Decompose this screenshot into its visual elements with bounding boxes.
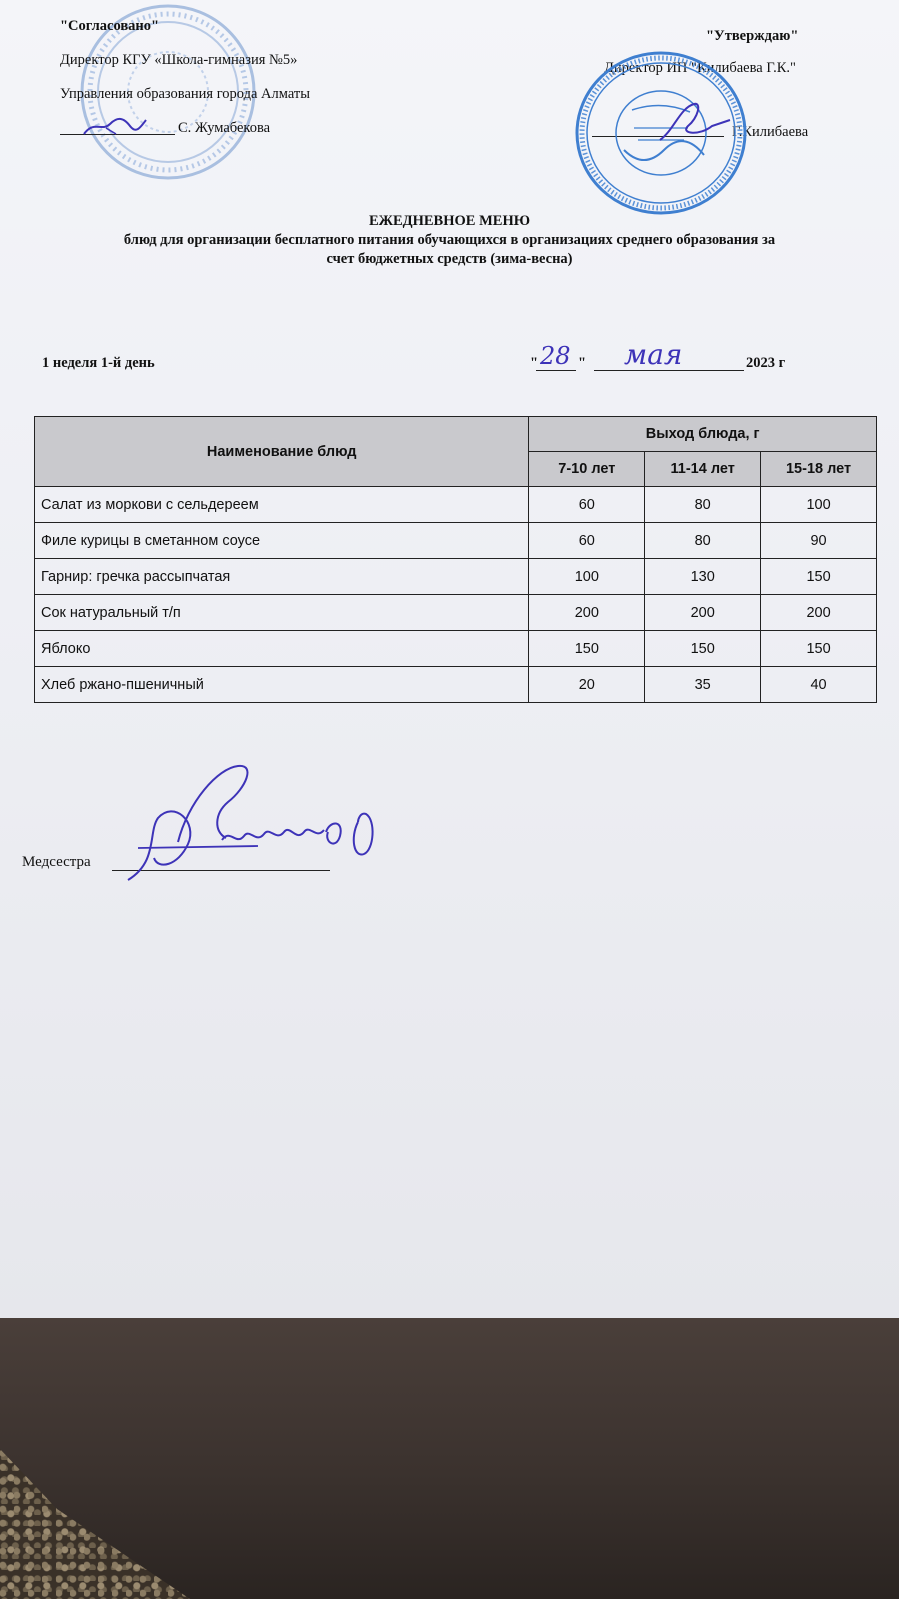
portion-cell: 150 xyxy=(761,631,877,667)
table-row xyxy=(35,595,877,631)
date-day-handwritten: 28 xyxy=(540,342,571,370)
column-header-age: 11-14 лет xyxy=(645,452,761,487)
carpet-corner xyxy=(0,1449,190,1599)
portion-cell: 60 xyxy=(529,487,645,523)
table-row xyxy=(35,631,877,667)
title-line3: счет бюджетных средств (зима-весна) xyxy=(326,251,573,267)
date-month-handwritten: мая xyxy=(624,338,683,371)
portion-cell: 100 xyxy=(761,487,877,523)
portion-cell: 80 xyxy=(645,487,761,523)
column-header-age: 15-18 лет xyxy=(761,452,877,487)
column-header-output: Выход блюда, г xyxy=(529,417,877,452)
portion-cell: 200 xyxy=(645,595,761,631)
portion-cell: 40 xyxy=(761,667,877,703)
left-approval-line1: Директор КГУ «Школа-гимназия №5» xyxy=(60,52,298,68)
date-day-line xyxy=(536,370,576,371)
portion-cell: 90 xyxy=(761,523,877,559)
dish-name-cell: Сок натуральный т/п xyxy=(35,595,529,631)
column-header-dish-name: Наименование блюд xyxy=(35,417,529,487)
portion-cell: 150 xyxy=(761,559,877,595)
portion-cell: 35 xyxy=(645,667,761,703)
week-day-label: 1 неделя 1-й день xyxy=(42,355,155,371)
dish-name-cell: Филе курицы в сметанном соусе xyxy=(35,523,529,559)
dish-name-cell: Яблоко xyxy=(35,631,529,667)
date-open-quote: " xyxy=(530,355,539,371)
table-row xyxy=(35,559,877,595)
date-close-quote: " xyxy=(578,355,587,371)
floor-background xyxy=(0,1318,899,1599)
table-header-row xyxy=(35,417,877,452)
portion-cell: 150 xyxy=(529,631,645,667)
dish-name-cell: Гарнир: гречка рассыпчатая xyxy=(35,559,529,595)
dish-name-cell: Хлеб ржано-пшеничный xyxy=(35,667,529,703)
right-approval-title: "Утверждаю" xyxy=(706,28,799,44)
left-signer-name: С. Жумабекова xyxy=(178,120,271,136)
date-year: 2023 г xyxy=(746,355,786,371)
dish-name-cell: Салат из моркови с сельдереем xyxy=(35,487,529,523)
table-row xyxy=(35,487,877,523)
portion-cell: 150 xyxy=(645,631,761,667)
nurse-handwritten-signature xyxy=(118,762,388,892)
title-line1: ЕЖЕДНЕВНОЕ МЕНЮ xyxy=(368,213,531,229)
portion-cell: 130 xyxy=(645,559,761,595)
portion-cell: 200 xyxy=(761,595,877,631)
right-signer-name: Г.Килибаева xyxy=(732,124,809,140)
document-title xyxy=(0,212,899,269)
portion-cell: 80 xyxy=(645,523,761,559)
menu-table xyxy=(34,416,877,703)
right-handwritten-signature xyxy=(650,96,740,156)
portion-cell: 20 xyxy=(529,667,645,703)
portion-cell: 200 xyxy=(529,595,645,631)
title-line2: блюд для организации бесплатного питания обучающихся в организациях среднего образования за xyxy=(123,232,776,248)
left-approval-title: "Согласовано" xyxy=(60,18,160,34)
left-approval-line2: Управления образования города Алматы xyxy=(60,86,310,102)
nurse-label: Медсестра xyxy=(22,854,91,870)
left-handwritten-signature xyxy=(80,110,150,140)
portion-cell: 100 xyxy=(529,559,645,595)
table-row xyxy=(35,667,877,703)
portion-cell: 60 xyxy=(529,523,645,559)
column-header-age: 7-10 лет xyxy=(529,452,645,487)
right-approval-line1: Директор ИП "Килибаева Г.К." xyxy=(604,60,796,76)
table-row xyxy=(35,523,877,559)
